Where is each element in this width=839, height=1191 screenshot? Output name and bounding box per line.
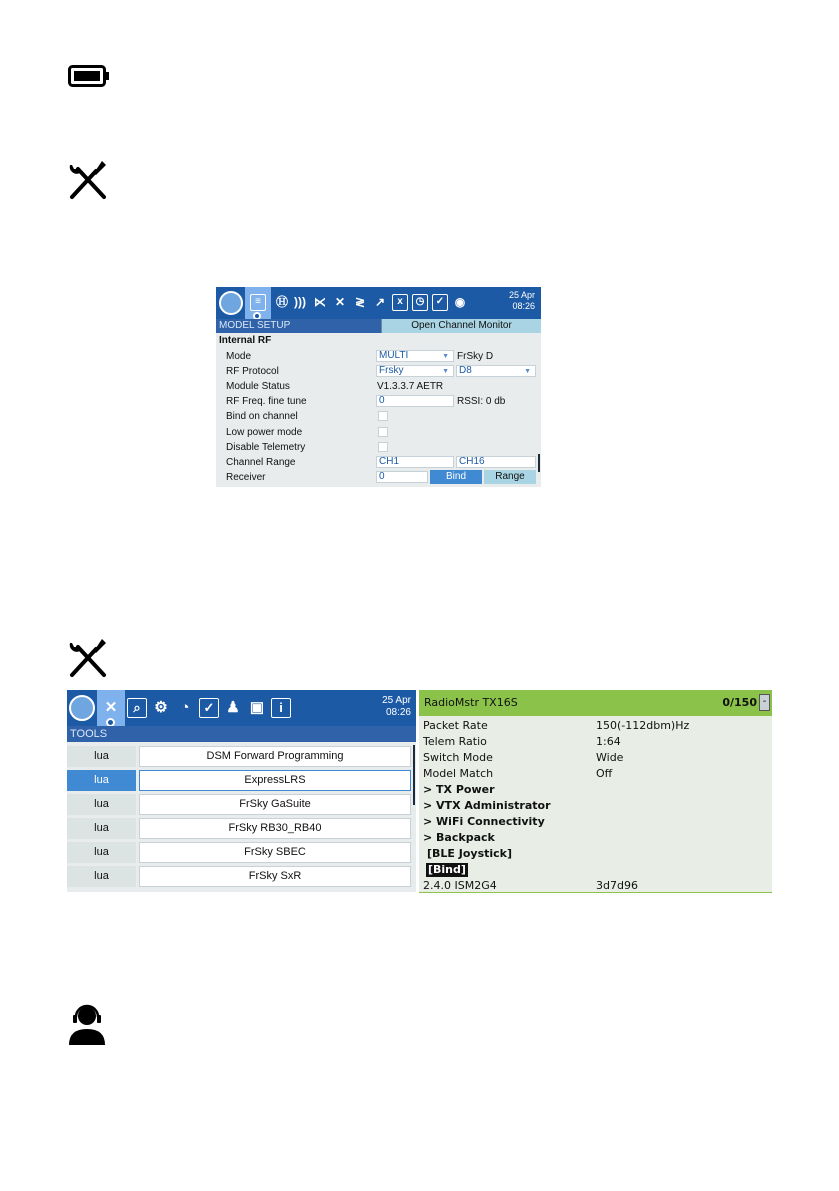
- calibration-icon[interactable]: ◔: [180, 699, 190, 716]
- ble-joystick-button[interactable]: [BLE Joystick]: [427, 847, 513, 860]
- tool-type: lua: [67, 746, 136, 767]
- mode-row: [216, 349, 541, 364]
- model-match-value[interactable]: Off: [596, 767, 613, 780]
- tool-name[interactable]: DSM Forward Programming: [139, 746, 411, 767]
- checklist-icon[interactable]: ✓: [199, 698, 219, 718]
- tools-icon: [66, 635, 110, 679]
- gear-icon[interactable]: ⚙: [154, 699, 168, 716]
- section-title: Internal RF: [219, 335, 272, 346]
- page-title: TOOLS: [67, 726, 416, 742]
- bind-button[interactable]: [Bind]: [428, 863, 466, 876]
- time-text: 08:26: [385, 707, 411, 718]
- chevron-down-icon: ▼: [442, 368, 449, 375]
- bind-channel-checkbox[interactable]: [378, 411, 388, 421]
- protocol-row: [216, 364, 541, 379]
- list-icon[interactable]: ≡: [250, 294, 266, 311]
- model-match-label[interactable]: Model Match: [423, 767, 494, 780]
- tool-type: lua: [67, 866, 136, 887]
- receiver-number-value: 0: [379, 471, 385, 482]
- switch-mode-value[interactable]: Wide: [596, 751, 624, 764]
- tool-row[interactable]: [67, 842, 413, 863]
- datetime: [382, 695, 411, 719]
- status-value: V1.3.3.7 AETR: [377, 381, 444, 392]
- channel-end-field[interactable]: [456, 456, 536, 468]
- mode-value: MULTI: [379, 350, 409, 361]
- channel-end-value: CH16: [459, 456, 485, 467]
- plane-icon[interactable]: [219, 291, 243, 315]
- vtx-admin-folder[interactable]: > VTX Administrator: [423, 799, 551, 812]
- packet-count: 0/150: [722, 696, 757, 709]
- model-setup-screen: [216, 287, 541, 487]
- tool-name[interactable]: FrSky RB30_RB40: [139, 818, 411, 839]
- protocol-select[interactable]: [376, 365, 454, 377]
- packet-rate-value[interactable]: 150(-112dbm)Hz: [596, 719, 690, 732]
- info-icon[interactable]: i: [271, 698, 291, 718]
- date-text: 25 Apr: [508, 290, 535, 300]
- subprotocol-value: D8: [459, 365, 472, 376]
- sd-card-search-icon[interactable]: ⌕: [127, 698, 147, 718]
- tool-row[interactable]: [67, 770, 413, 791]
- telemetry-checkbox[interactable]: [378, 442, 388, 452]
- receiver-row: [216, 470, 541, 485]
- status-label: Module Status: [226, 381, 290, 392]
- tool-type: lua: [67, 770, 136, 791]
- chevron-down-icon: ▼: [524, 368, 531, 375]
- receiver-number-field[interactable]: [376, 471, 428, 483]
- switch-mode-label[interactable]: Switch Mode: [423, 751, 493, 764]
- heli-icon[interactable]: Ⓗ: [275, 295, 288, 309]
- time-text: 08:26: [512, 301, 535, 311]
- check-icon[interactable]: ✓: [432, 294, 448, 311]
- expresslrs-screen: [419, 690, 772, 893]
- header-bar: [419, 690, 772, 716]
- telemetry-label: Disable Telemetry: [226, 442, 306, 453]
- telem-ratio-value[interactable]: 1:64: [596, 735, 621, 748]
- timer-icon[interactable]: ◷: [412, 294, 428, 311]
- finetune-input[interactable]: [376, 395, 454, 407]
- channel-range-label: Channel Range: [226, 457, 296, 468]
- rssi-text: RSSI: 0 db: [457, 396, 506, 407]
- date-text: 25 Apr: [382, 695, 411, 706]
- bind-channel-label: Bind on channel: [226, 411, 298, 422]
- device-title: RadioMstr TX16S: [424, 696, 518, 709]
- tool-row[interactable]: [67, 794, 413, 815]
- uid-text: 3d7d96: [596, 879, 638, 892]
- low-power-row: [216, 425, 541, 440]
- curve-icon[interactable]: ✕: [334, 295, 346, 309]
- finetune-row: [216, 394, 541, 409]
- datetime: [509, 290, 535, 312]
- subprotocol-select[interactable]: [456, 365, 536, 377]
- scrollbar[interactable]: [538, 454, 540, 472]
- tool-type: lua: [67, 794, 136, 815]
- minus-button[interactable]: -: [759, 694, 770, 711]
- tool-row[interactable]: [67, 818, 413, 839]
- telem-ratio-label[interactable]: Telem Ratio: [423, 735, 487, 748]
- version-text: 2.4.0 ISM2G4: [423, 879, 497, 892]
- mode-label: Mode: [226, 351, 252, 362]
- protocol-label: RF Protocol: [226, 366, 279, 377]
- telemetry-icon[interactable]: ◉: [454, 295, 466, 309]
- range-button[interactable]: Range: [484, 470, 536, 484]
- hardware-icon[interactable]: ▣: [249, 699, 265, 716]
- packet-rate-label[interactable]: Packet Rate: [423, 719, 488, 732]
- tx-power-folder[interactable]: > TX Power: [423, 783, 495, 796]
- tool-name[interactable]: FrSky GaSuite: [139, 794, 411, 815]
- stick-icon[interactable]: ≷: [354, 295, 366, 309]
- tool-row[interactable]: [67, 746, 413, 767]
- radio-home-icon[interactable]: [69, 695, 95, 721]
- mixer-icon[interactable]: ⋉: [314, 295, 326, 309]
- bind-button[interactable]: Bind: [430, 470, 482, 484]
- channel-start-field[interactable]: [376, 456, 454, 468]
- tools-screen: [67, 690, 416, 892]
- battery-icon: [68, 65, 110, 87]
- tools-icon: [66, 157, 110, 201]
- telemetry-row: [216, 440, 541, 455]
- open-channel-monitor-button[interactable]: Open Channel Monitor: [381, 319, 541, 333]
- support-icon: [68, 1003, 106, 1045]
- backpack-folder[interactable]: > Backpack: [423, 831, 495, 844]
- receiver-label: Receiver: [226, 472, 266, 483]
- tool-name[interactable]: FrSky SBEC: [139, 842, 411, 863]
- tool-row[interactable]: [67, 866, 413, 887]
- bind-channel-row: [216, 409, 541, 424]
- chevron-down-icon: ▼: [442, 353, 449, 360]
- top-toolbar: [67, 690, 416, 726]
- top-toolbar: [216, 287, 541, 319]
- wrench-icon[interactable]: ✕: [104, 699, 118, 716]
- tool-type: lua: [67, 842, 136, 863]
- page-title: MODEL SETUP: [216, 319, 381, 333]
- finetune-value: 0: [379, 395, 385, 406]
- radio-icon[interactable]: ))): [294, 295, 306, 309]
- tool-name[interactable]: FrSky SxR: [139, 866, 411, 887]
- channel-range-row: [216, 455, 541, 470]
- scrollbar[interactable]: [413, 745, 415, 805]
- status-row: [216, 379, 541, 394]
- finetune-label: RF Freq. fine tune: [226, 396, 307, 407]
- mode-subtype: FrSky D: [457, 351, 494, 362]
- mode-select[interactable]: [376, 350, 454, 362]
- users-icon[interactable]: ♟: [226, 699, 240, 716]
- low-power-label: Low power mode: [226, 427, 303, 438]
- flight-icon[interactable]: ↗: [374, 295, 386, 309]
- channel-start-value: CH1: [379, 456, 400, 467]
- wifi-folder[interactable]: > WiFi Connectivity: [423, 815, 545, 828]
- tool-name[interactable]: ExpressLRS: [139, 770, 411, 791]
- low-power-checkbox[interactable]: [378, 427, 388, 437]
- x-icon[interactable]: x: [392, 294, 408, 311]
- protocol-value: Frsky: [379, 365, 404, 376]
- tool-type: lua: [67, 818, 136, 839]
